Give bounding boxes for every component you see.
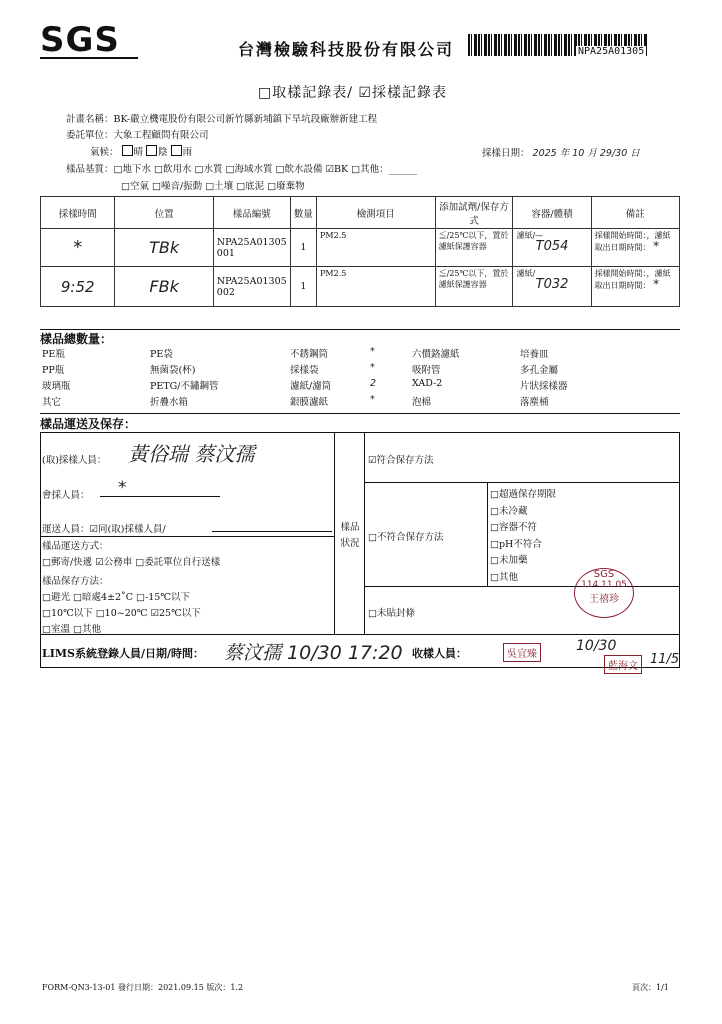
corner-date: 11/5 xyxy=(650,652,680,667)
issue-other[interactable]: □其他 xyxy=(490,571,518,583)
total-porous-metal: 多孔金屬 xyxy=(520,365,559,376)
total-pp-bottle: PP瓶 xyxy=(42,365,65,376)
carrier-line xyxy=(42,521,166,535)
carrier-line-underline xyxy=(212,531,332,532)
transport-vline-3 xyxy=(487,482,488,586)
receiver-date: 10/30 xyxy=(576,638,617,654)
row1-note xyxy=(591,229,679,267)
storage-label: 樣品保存方法： xyxy=(42,576,109,587)
sample-table xyxy=(40,196,680,307)
issue-no-reagent[interactable]: □未加藥 xyxy=(490,555,528,566)
weather-rain-checkbox[interactable] xyxy=(171,145,182,156)
row1-preserve: ≦/25℃以下，置於濾紙保護容器 xyxy=(435,229,513,267)
accompany-hand: * xyxy=(118,478,127,498)
carrier-label: 運送人員： xyxy=(42,524,90,535)
total-filter: 濾紙/濾筒 xyxy=(290,381,332,392)
sampler-hand: 黃俗瑞 蔡汶孺 xyxy=(128,442,255,466)
row2-item: PM2.5 xyxy=(317,267,436,307)
nonconform-option[interactable]: □不符合保存方法 xyxy=(368,532,444,543)
row2-container-print: 濾紙/ xyxy=(516,269,536,278)
sampling-date-line xyxy=(482,145,640,159)
stamp-date: 114.11.05 xyxy=(581,580,627,590)
totals-row-3 xyxy=(40,378,680,394)
row2-container xyxy=(513,267,591,307)
total-pe-bottle: PE瓶 xyxy=(42,349,65,360)
total-filter-hand: 2 xyxy=(370,378,377,389)
accompany-label: 會採人員： xyxy=(42,490,90,501)
total-fold-tank: 折疊水箱 xyxy=(150,397,189,408)
total-petg: PETG/不鏽鋼管 xyxy=(150,381,219,392)
sgs-round-stamp xyxy=(574,568,634,618)
stamp-name: 王禧珍 xyxy=(589,594,619,605)
issue-not-refrigerated[interactable]: □未冷藏 xyxy=(490,505,528,517)
client-line xyxy=(66,127,209,141)
accompany-line xyxy=(100,496,220,497)
total-sterile-bag: 無菌袋(杯) xyxy=(150,365,196,376)
total-cr6: 六價鉻濾紙 xyxy=(412,349,460,360)
project-label: 計畫名稱： xyxy=(66,114,114,125)
row1-location: TBk xyxy=(115,229,213,267)
issue-container[interactable]: □容器不符 xyxy=(490,522,537,533)
totals-title: 樣品總數量： xyxy=(40,332,113,346)
row2-note-print: 採樣開始時間：，濾紙取出日期時間： xyxy=(594,269,671,290)
total-other: 其它 xyxy=(42,397,62,408)
total-silver-hand: * xyxy=(370,394,375,405)
corner-stamp: 藍海文 xyxy=(604,655,642,674)
total-silver-filter: 銀膜濾紙 xyxy=(290,397,329,408)
total-pe-bag: PE袋 xyxy=(150,349,173,360)
status-label: 樣品狀況 xyxy=(340,522,360,549)
storage-row-3[interactable]: □室溫 □其他 xyxy=(42,624,101,635)
sgs-logo: SGS xyxy=(40,20,120,60)
unsealed-option[interactable]: □未貼封條 xyxy=(368,608,415,619)
row1-container-print: 濾紙/— xyxy=(516,231,544,240)
issue-expired[interactable]: □超過保存期限 xyxy=(490,489,556,500)
issue-list xyxy=(490,487,556,586)
storage-row-2[interactable]: □10℃以下 □10~20℃ ☑25℃以下 xyxy=(42,608,201,619)
weather-line xyxy=(90,144,192,158)
col-item: 檢測項目 xyxy=(317,197,436,229)
footer-form-no: FORM-QN3-13-01 發行日期：2021.09.15 版次：1.2 xyxy=(42,983,244,992)
transport-title: 樣品運送及保存： xyxy=(40,417,137,431)
matrix-line xyxy=(66,161,417,175)
col-preserve: 添加試劑/保存方式 xyxy=(435,197,513,229)
total-foam: 泡棉 xyxy=(412,397,432,408)
barcode-id: NPA25A01305 xyxy=(578,46,645,57)
matrix-line-2: □空氣 □噪音/振動 □土壤 □底泥 □廢棄物 xyxy=(121,181,305,192)
row1-note-hand: * xyxy=(653,239,660,253)
row2-note xyxy=(591,267,679,307)
totals-row-2 xyxy=(40,362,680,378)
form-title: □取樣記錄表/ ☑採樣記錄表 xyxy=(258,85,447,101)
lims-label: LIMS系統登錄人員/日期/時間： xyxy=(42,647,205,660)
logo-underline xyxy=(40,57,138,59)
total-stainless: 不銹鋼筒 xyxy=(290,349,329,360)
row2-qty: 1 xyxy=(290,267,316,307)
row1-item: PM2.5 xyxy=(317,229,436,267)
totals-divider xyxy=(40,329,680,330)
weather-sunny-label: 晴 xyxy=(133,147,144,158)
sampling-date-value: 2025 年 10 月 29/30 日 xyxy=(532,148,640,159)
issue-ph[interactable]: □pH不符合 xyxy=(490,538,542,550)
total-bag-hand: * xyxy=(370,362,375,373)
weather-rain-label: 雨 xyxy=(182,147,193,158)
row1-container xyxy=(513,229,591,267)
col-location: 位置 xyxy=(115,197,213,229)
table-row xyxy=(41,267,680,307)
client-value: 大象工程顧問有限公司 xyxy=(113,130,209,141)
row2-preserve: ≦/25℃以下，置於濾紙保護容器 xyxy=(435,267,513,307)
col-container: 容器/體積 xyxy=(513,197,591,229)
transport-divider xyxy=(40,413,680,414)
total-xad2: XAD-2 xyxy=(412,378,443,389)
matrix-label: 樣品基質： xyxy=(66,164,114,175)
col-note: 備註 xyxy=(591,197,679,229)
row1-container-hand: T054 xyxy=(535,239,569,254)
method-options[interactable]: □郵寄/快遞 ☑公務車 □委託單位自行送樣 xyxy=(42,557,221,568)
totals-row-1 xyxy=(40,346,680,362)
footer-page: 頁次：1/1 xyxy=(632,983,669,992)
totals-row-4 xyxy=(40,394,680,410)
total-sheet-sampler: 片狀採樣器 xyxy=(520,381,568,392)
col-sample-no: 樣品編號 xyxy=(213,197,290,229)
weather-sunny-checkbox[interactable] xyxy=(122,145,133,156)
transport-vline-2 xyxy=(364,432,365,635)
conform-option[interactable]: ☑符合保存方法 xyxy=(368,455,434,466)
row1-time: * xyxy=(41,229,115,267)
row2-location: FBk xyxy=(115,267,213,307)
total-glass-bottle: 玻璃瓶 xyxy=(42,381,71,392)
transport-hline-1 xyxy=(364,482,680,483)
client-label: 委託單位： xyxy=(66,130,114,141)
project-value: BK-嚴立機電股份有限公司新竹縣新埔鎮下旱坑段廠辦新建工程 xyxy=(113,114,378,125)
weather-cloudy-checkbox[interactable] xyxy=(146,145,157,156)
table-row xyxy=(41,229,680,267)
storage-row-1[interactable]: □避光 □暗處4±2˚C □-15℃以下 xyxy=(42,592,190,603)
row2-note-hand: * xyxy=(653,277,660,291)
sampling-date-label: 採樣日期： xyxy=(482,148,530,159)
totals-grid xyxy=(40,346,680,410)
total-adsorb-tube: 吸附管 xyxy=(412,365,441,376)
row2-time: 9:52 xyxy=(41,267,115,307)
total-petri: 培養皿 xyxy=(520,349,549,360)
row1-qty: 1 xyxy=(290,229,316,267)
carrier-option[interactable]: ☑同(取)採樣人員/ xyxy=(89,524,166,535)
total-stainless-hand: * xyxy=(370,346,375,357)
transport-hline-3 xyxy=(40,536,334,537)
row1-sample-no: NPA25A01305 001 xyxy=(213,229,290,267)
row2-container-hand: T032 xyxy=(535,277,569,292)
total-sample-bag: 採樣袋 xyxy=(290,365,319,376)
matrix-options-1: □地下水 □飲用水 □水質 □海域水質 □飲水設備 ☑BK □其他：______ xyxy=(113,164,418,175)
transport-vline-1 xyxy=(334,432,335,635)
project-line xyxy=(66,111,377,125)
col-time: 採樣時間 xyxy=(41,197,115,229)
receiver-label: 收樣人員： xyxy=(412,647,467,660)
sampler-label: (取)採樣人員： xyxy=(42,455,107,466)
weather-label: 氣候： xyxy=(90,147,119,158)
receiver-stamp: 吳宜臻 xyxy=(503,643,541,662)
weather-cloudy-label: 陰 xyxy=(158,147,168,158)
sample-table-header xyxy=(41,197,680,229)
row1-note-print: 採樣開始時間：，濾紙取出日期時間： xyxy=(594,231,671,252)
row2-sample-no: NPA25A01305 002 xyxy=(213,267,290,307)
stamp-top: SGS xyxy=(593,569,615,580)
col-qty: 數量 xyxy=(290,197,316,229)
method-label: 樣品運送方式： xyxy=(42,541,109,552)
total-dust-bucket: 落塵桶 xyxy=(520,397,549,408)
company-name: 台灣檢驗科技股份有限公司 xyxy=(238,40,455,59)
lims-hand: 蔡汶孺 10/30 17:20 xyxy=(224,642,403,664)
